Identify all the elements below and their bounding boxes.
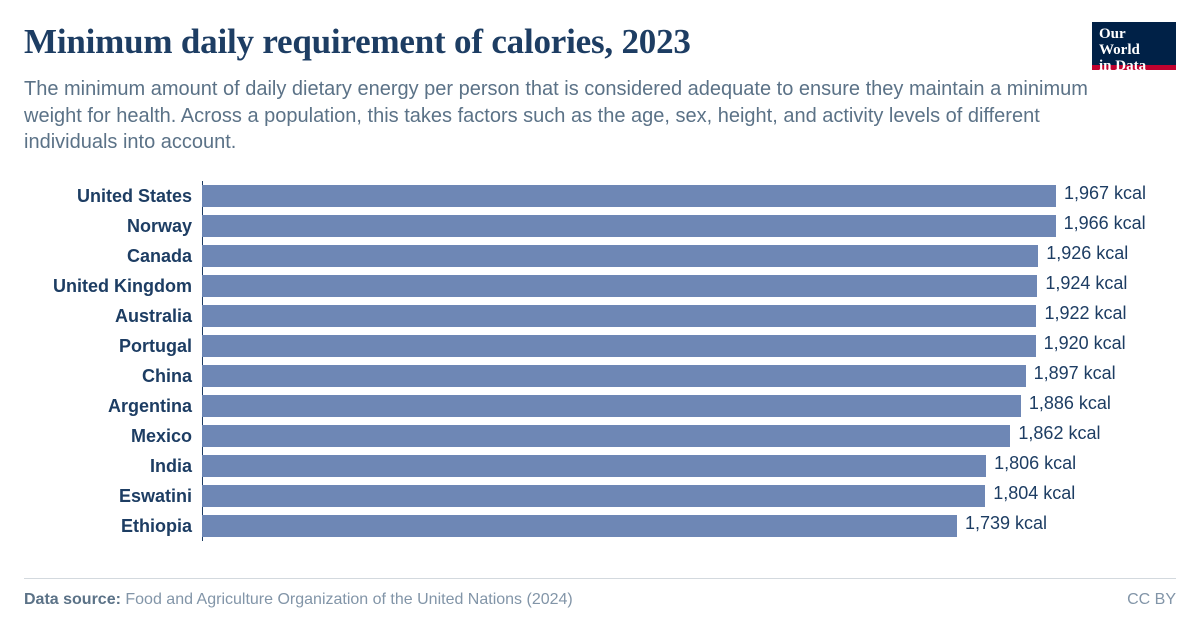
bar-fill[interactable] — [202, 425, 1010, 447]
bar-category-label: Norway — [126, 215, 192, 236]
bar-track — [202, 421, 1176, 451]
bar-row[interactable] — [24, 421, 1176, 451]
bar-category-label: India — [149, 455, 192, 476]
our-world-in-data-logo[interactable] — [1092, 22, 1176, 75]
bar-fill[interactable] — [202, 185, 1056, 207]
bar-track — [202, 511, 1176, 541]
bar-category-label: Australia — [114, 305, 192, 326]
bar-track — [202, 391, 1176, 421]
bar-fill[interactable] — [202, 485, 985, 507]
bar-row[interactable] — [24, 361, 1176, 391]
bar-row[interactable] — [24, 481, 1176, 511]
bar-value-label: 1,926 kcal — [1046, 243, 1129, 264]
bar-value-label: 1,806 kcal — [994, 453, 1077, 474]
bar-track — [202, 331, 1176, 361]
bar-category-label: Ethiopia — [121, 515, 192, 536]
logo-line-1: Our World — [1099, 26, 1140, 59]
chart-footer — [24, 578, 1176, 609]
bar-row[interactable] — [24, 391, 1176, 421]
bar-value-label: 1,804 kcal — [993, 483, 1076, 504]
bar-category-label: Mexico — [130, 425, 192, 446]
bar-row[interactable] — [24, 241, 1176, 271]
bar-track — [202, 271, 1176, 301]
bar-track — [202, 301, 1176, 331]
bar-category-label: United Kingdom — [53, 275, 192, 296]
bar-row[interactable] — [24, 211, 1176, 241]
bar-category-label: Eswatini — [118, 485, 192, 506]
bar-category-label: Canada — [126, 245, 192, 266]
bar-track — [202, 181, 1176, 211]
bar-value-label: 1,886 kcal — [1028, 393, 1111, 414]
bar-row[interactable] — [24, 451, 1176, 481]
bar-fill[interactable] — [202, 515, 957, 537]
bar-track — [202, 361, 1176, 391]
bar-fill[interactable] — [202, 365, 1026, 387]
bar-chart — [24, 181, 1176, 541]
page-title: Minimum daily requirement of calories, 2023 — [24, 22, 691, 61]
data-source-label: Data source: — [24, 591, 121, 608]
chart-header — [24, 0, 1176, 155]
bar-category-label: Argentina — [107, 395, 192, 416]
bar-value-label: 1,862 kcal — [1018, 423, 1101, 444]
bar-row[interactable] — [24, 301, 1176, 331]
bar-track — [202, 451, 1176, 481]
logo-line-2: in Data — [1099, 58, 1147, 75]
bar-value-label: 1,920 kcal — [1043, 333, 1126, 354]
bar-row[interactable] — [24, 181, 1176, 211]
bar-row[interactable] — [24, 511, 1176, 541]
bar-row[interactable] — [24, 271, 1176, 301]
bar-category-label: Portugal — [118, 335, 192, 356]
bar-track — [202, 211, 1176, 241]
bar-category-label: United States — [76, 185, 192, 206]
bar-value-label: 1,897 kcal — [1033, 363, 1116, 384]
bar-value-label: 1,967 kcal — [1064, 183, 1147, 204]
bar-value-label: 1,924 kcal — [1045, 273, 1128, 294]
bar-list — [24, 181, 1176, 541]
bar-fill[interactable] — [202, 215, 1056, 237]
bar-track — [202, 481, 1176, 511]
bar-fill[interactable] — [202, 395, 1021, 417]
license-label[interactable]: CC BY — [1127, 591, 1176, 608]
chart-subtitle: The minimum amount of daily dietary energy per person that is considered adequate to ensure they maintain a minimum weight for health. Across a population, this takes factors such as the age, sex, height, and activity levels of different individuals into account. — [24, 78, 1088, 154]
bar-fill[interactable] — [202, 245, 1038, 267]
bar-track — [202, 241, 1176, 271]
bar-fill[interactable] — [202, 335, 1036, 357]
bar-category-label: China — [141, 365, 192, 386]
bar-value-label: 1,739 kcal — [965, 513, 1048, 534]
bar-fill[interactable] — [202, 455, 986, 477]
bar-row[interactable] — [24, 331, 1176, 361]
bar-value-label: 1,966 kcal — [1063, 213, 1146, 234]
bar-fill[interactable] — [202, 275, 1037, 297]
data-source-text: Food and Agriculture Organization of the United Nations (2024) — [125, 591, 573, 608]
bar-value-label: 1,922 kcal — [1044, 303, 1127, 324]
bar-fill[interactable] — [202, 305, 1036, 327]
data-source — [24, 591, 573, 609]
